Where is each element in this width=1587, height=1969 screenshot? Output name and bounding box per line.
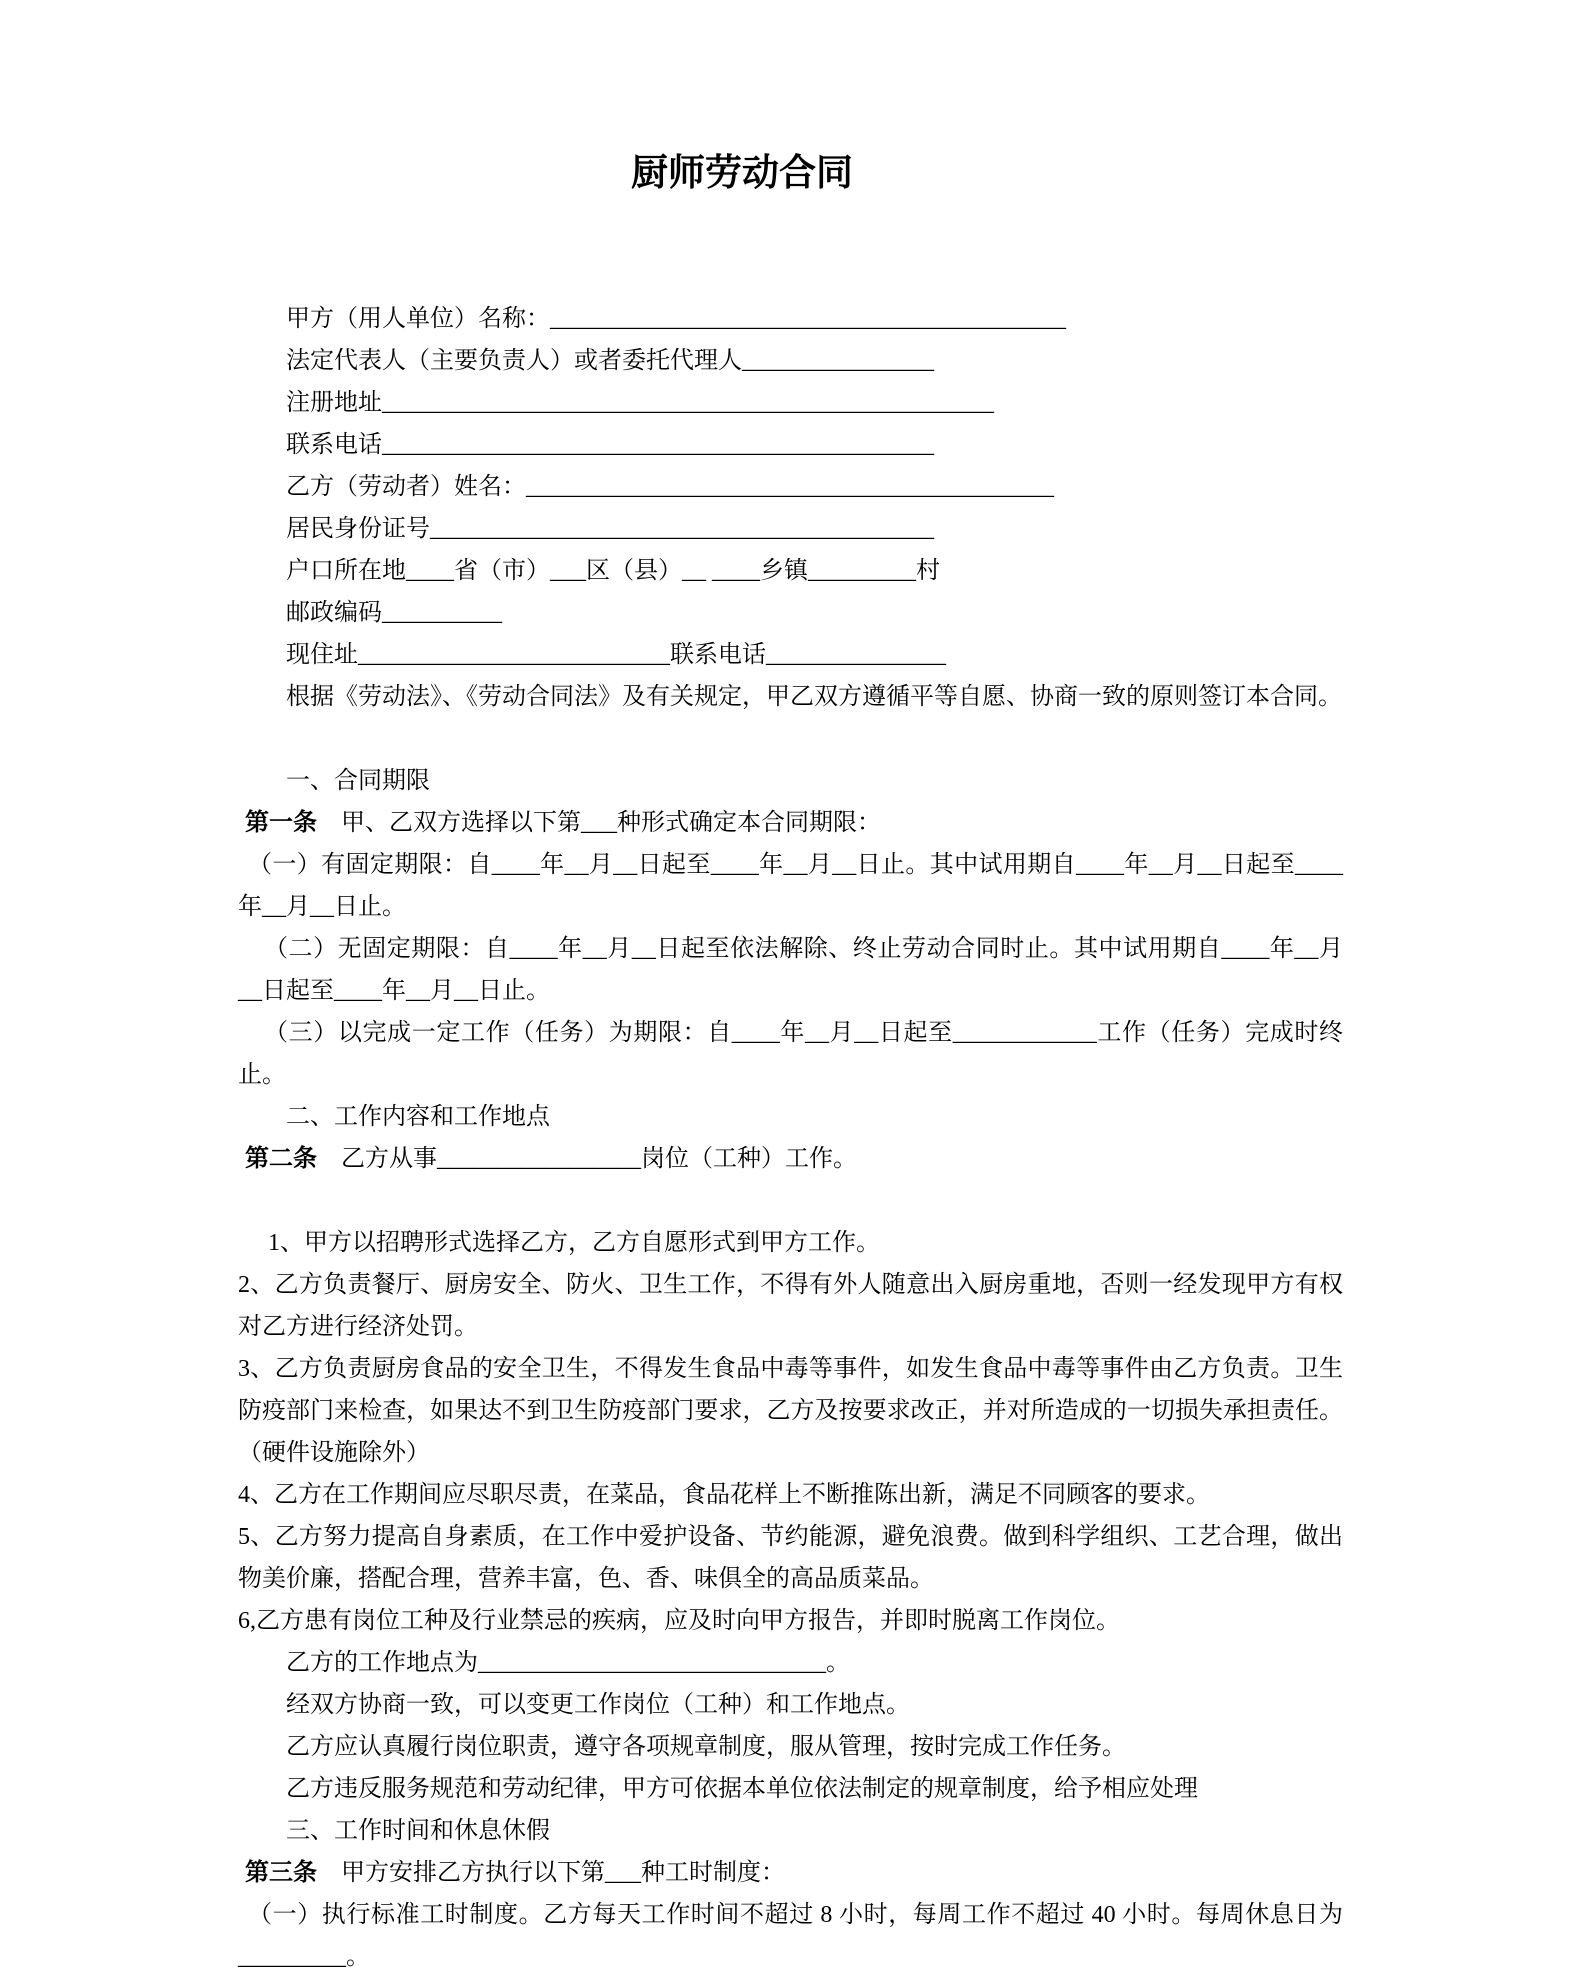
field-id-number: 居民身份证号__________________________________________ [286,516,934,542]
section1-heading: 一、合同期限 [286,768,430,794]
clause-3-number: 第三条 [245,1860,317,1886]
intro-paragraph: 根据《劳动法》、《劳动合同法》及有关规定，甲乙双方遵循平等自愿、协商一致的原则签订本合同。 [286,684,1342,710]
field-registered-address: 注册地址___________________________________________________ [286,390,994,416]
workplace-field: 乙方的工作地点为_____________________________。 [286,1650,850,1676]
term-open-period: （二）无固定期限：自____年__月__日起至依法解除、终止劳动合同时止。其中试用期自____年__月__日起至____年__月__日止。 [238,936,1343,1004]
work-item-2: 2、乙方负责餐厅、厨房安全、防火、卫生工作，不得有外人随意出入厨房重地，否则一经发现甲方有权对乙方进行经济处罚。 [238,1272,1343,1340]
clause-3-text: 甲方安排乙方执行以下第___种工时制度： [317,1860,785,1886]
work-item-5: 5、乙方努力提高自身素质，在工作中爱护设备、节约能源，避免浪费。做到科学组织、工艺合理，做出物美价廉，搭配合理，营养丰富，色、香、味俱全的高品质菜品。 [238,1524,1343,1592]
term-task-period: （三）以完成一定工作（任务）为期限：自____年__月__日起至____________工作（任务）完成时终止。 [238,1020,1343,1088]
clause-3 [238,1852,1343,1894]
worktime-standard-item: （一）执行标准工时制度。乙方每天工作时间不超过 8 小时，每周工作不超过 40 小时。每周休息日为_________。 [238,1902,1343,1969]
term-fixed-period: （一）有固定期限：自____年__月__日起至____年__月__日止。其中试用期自____年__月__日起至____年__月__日止。 [238,852,1343,920]
field-postal-code: 邮政编码__________ [286,600,502,626]
field-household-registration: 户口所在地____省（市）___区（县）__ ____乡镇_________村 [286,558,940,584]
work-item-4: 4、乙方在工作期间应尽职尽责，在菜品，食品花样上不断推陈出新，满足不同顾客的要求。 [238,1482,1210,1508]
clause-2-number: 第二条 [245,1146,317,1172]
section2-heading: 二、工作内容和工作地点 [286,1104,550,1130]
clause-2-text: 乙方从事_________________岗位（工种）工作。 [317,1146,857,1172]
work-item-1: 1、甲方以招聘形式选择乙方，乙方自愿形式到甲方工作。 [268,1230,880,1256]
section3-heading: 三、工作时间和休息休假 [286,1818,550,1844]
workplace-note-2: 乙方应认真履行岗位职责，遵守各项规章制度，服从管理，按时完成工作任务。 [286,1734,1126,1760]
clause-1 [238,802,1343,844]
clause-2 [238,1138,1343,1180]
field-current-address-phone: 现住址__________________________联系电话_______________ [286,642,946,668]
workplace-note-3: 乙方违反服务规范和劳动纪律，甲方可依据本单位依法制定的规章制度，给予相应处理 [286,1776,1198,1802]
work-item-3: 3、乙方负责厨房食品的安全卫生，不得发生食品中毒等事件，如发生食品中毒等事件由乙方负责。卫生防疫部门来检查，如果达不到卫生防疫部门要求，乙方及按要求改正，并对所造成的一切损失承担责任。（硬件设施除外） [238,1356,1343,1466]
document-title: 厨师劳动合同 [631,153,853,194]
clause-1-number: 第一条 [245,810,317,836]
workplace-note-1: 经双方协商一致，可以变更工作岗位（工种）和工作地点。 [286,1692,910,1718]
field-employer-name: 甲方（用人单位）名称：___________________________________________ [286,306,1066,332]
field-legal-representative: 法定代表人（主要负责人）或者委托代理人________________ [286,348,934,374]
clause-1-text: 甲、乙双方选择以下第___种形式确定本合同期限： [317,810,881,836]
work-item-6: 6,乙方患有岗位工种及行业禁忌的疾病，应及时向甲方报告，并即时脱离工作岗位。 [238,1608,1120,1634]
field-employer-phone: 联系电话______________________________________________ [286,432,934,458]
field-employee-name: 乙方（劳动者）姓名：____________________________________________ [286,474,1054,500]
